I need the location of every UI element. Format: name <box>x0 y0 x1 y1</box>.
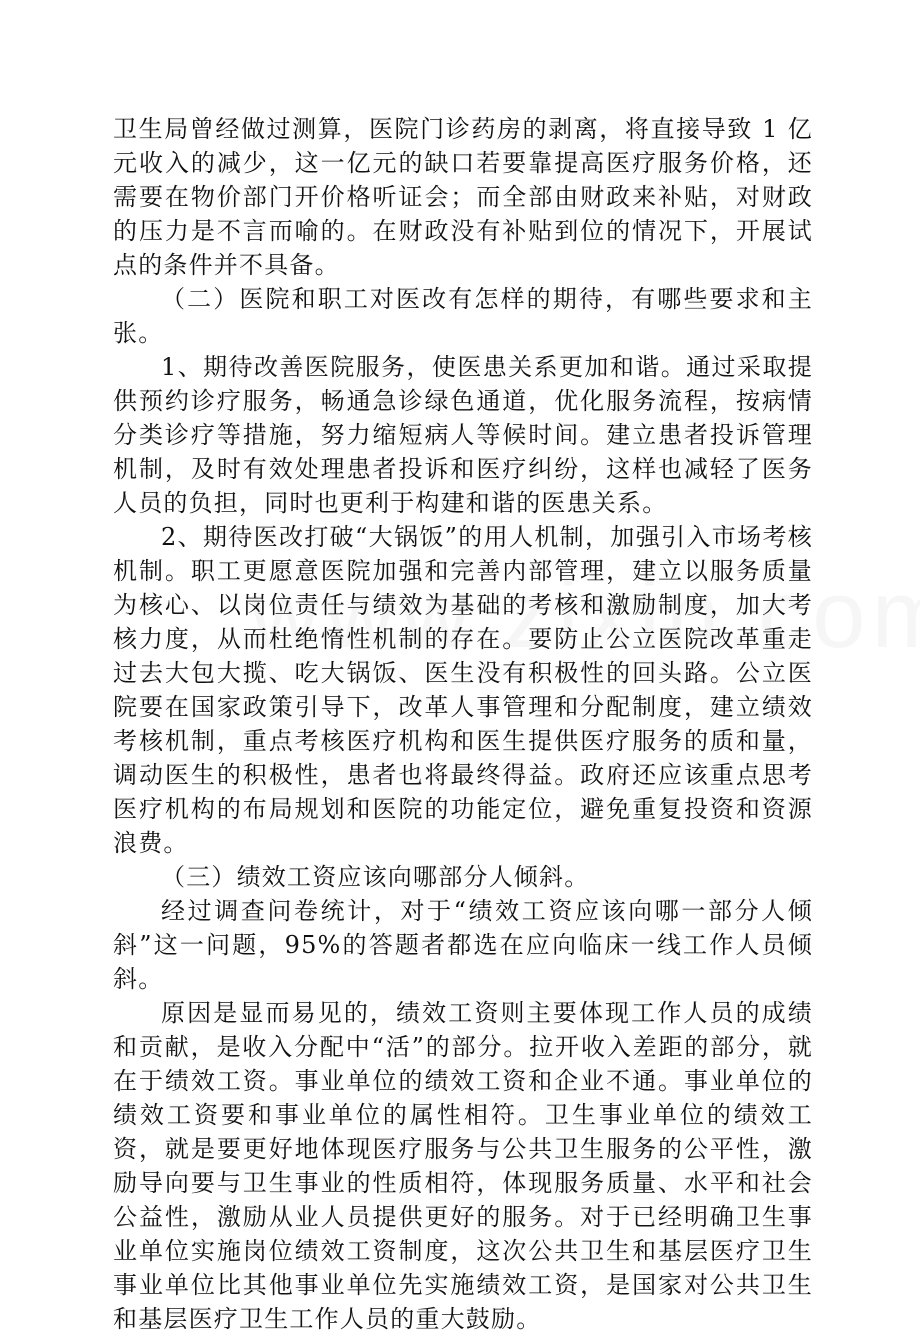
paragraph-survey-result: 经过调查问卷统计，对于“绩效工资应该向哪一部分人倾斜”这一问题，95%的答题者都选在应向临床一线工作人员倾斜。 <box>113 897 813 993</box>
paragraph-intro: 卫生局曾经做过测算，医院门诊药房的剥离，将直接导致 1 亿元收入的减少，这一亿元的缺口若要靠提高医疗服务价格，还需要在物价部门开价格听证会；而全部由财政来补贴，对财政的压力是不言而喻的。在财政没有补贴到位的情况下，开展试点的条件并不具备。 <box>113 115 813 279</box>
section-heading-3: （三）绩效工资应该向哪部分人倾斜。 <box>161 863 590 891</box>
paragraph-reason: 原因是显而易见的，绩效工资则主要体现工作人员的成绩和贡献，是收入分配中“活”的部分。拉开收入差距的部分，就在于绩效工资。事业单位的绩效工资和企业不通。事业单位的绩效工资要和事业单位的属性相符。卫生事业单位的绩效工资，就是要更好地体现医疗服务与公共卫生服务的公平性，激励导向要与卫生事业的性质相符，体现服务质量、水平和社会公益性，激励从业人员提供更好的服务。对于已经明确卫生事业单位实施岗位绩效工资制度，这次公共卫生和基层医疗卫生事业单位比其他事业单位先实施绩效工资，是国家对公共卫生和基层医疗卫生工作人员的重大鼓励。 <box>113 999 813 1333</box>
section-heading-2: （二）医院和职工对医改有怎样的期待，有哪些要求和主张。 <box>113 285 813 347</box>
document-page <box>113 112 813 1336</box>
paragraph-expect-mechanism: 2、期待医改打破“大锅饭”的用人机制，加强引入市场考核机制。职工更愿意医院加强和完善内部管理，建立以服务质量为核心、以岗位责任与绩效为基础的考核和激励制度，加大考核力度，从而杜绝惰性机制的存在。要防止公立医院改革重走过去大包大揽、吃大锅饭、医生没有积极性的回头路。公立医院要在国家政策引导下，改革人事管理和分配制度，建立绩效考核机制，重点考核医疗机构和医生提供医疗服务的质和量，调动医生的积极性，患者也将最终得益。政府还应该重点思考医疗机构的布局规划和医院的功能定位，避免重复投资和资源浪费。 <box>113 523 813 857</box>
paragraph-expect-service: 1、期待改善医院服务，使医患关系更加和谐。通过采取提供预约诊疗服务，畅通急诊绿色通道，优化服务流程，按病情分类诊疗等措施，努力缩短病人等候时间。建立患者投诉管理机制，及时有效处理患者投诉和医疗纠纷，这样也减轻了医务人员的负担，同时也更利于构建和谐的医患关系。 <box>113 353 813 517</box>
